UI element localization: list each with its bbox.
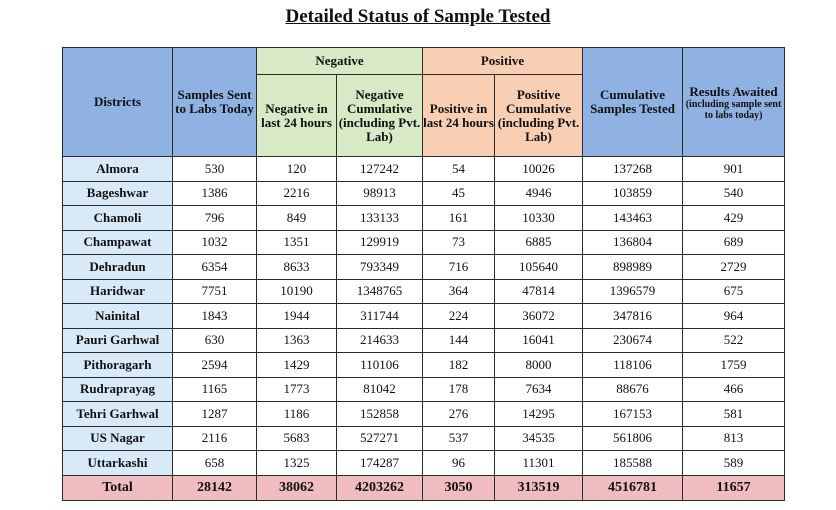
negative-24h-cell: 2216 — [257, 181, 337, 206]
district-cell: Pithoragarh — [63, 353, 173, 378]
results-awaited-cell: 466 — [683, 377, 785, 402]
samples-sent-cell: 796 — [173, 206, 257, 231]
table-row — [63, 377, 785, 402]
samples-sent-cell: 1287 — [173, 402, 257, 427]
samples-sent-cell: 1386 — [173, 181, 257, 206]
cumulative-tested-cell: 347816 — [583, 304, 683, 329]
positive-24h-cell: 54 — [423, 157, 495, 182]
cumulative-tested-cell: 167153 — [583, 402, 683, 427]
positive-cumulative-cell: 34535 — [495, 426, 583, 451]
district-cell: Chamoli — [63, 206, 173, 231]
table-row — [63, 157, 785, 182]
negative-cumulative-cell: 311744 — [337, 304, 423, 329]
header-negative-group: Negative — [257, 48, 423, 75]
negative-cumulative-cell: 110106 — [337, 353, 423, 378]
district-cell: US Nagar — [63, 426, 173, 451]
negative-24h-cell: 1363 — [257, 328, 337, 353]
negative-24h-cell: 5683 — [257, 426, 337, 451]
results-awaited-cell: 429 — [683, 206, 785, 231]
district-cell: Rudraprayag — [63, 377, 173, 402]
total-cumulative-tested: 4516781 — [583, 475, 683, 500]
samples-sent-cell: 1165 — [173, 377, 257, 402]
negative-24h-cell: 1773 — [257, 377, 337, 402]
negative-24h-cell: 1186 — [257, 402, 337, 427]
negative-cumulative-cell: 174287 — [337, 451, 423, 476]
header-positive-24h: Positive in last 24 hours — [423, 75, 495, 157]
negative-cumulative-cell: 152858 — [337, 402, 423, 427]
results-awaited-cell: 964 — [683, 304, 785, 329]
table-row — [63, 304, 785, 329]
negative-cumulative-cell: 127242 — [337, 157, 423, 182]
negative-24h-cell: 1944 — [257, 304, 337, 329]
table-row — [63, 255, 785, 280]
negative-cumulative-cell: 98913 — [337, 181, 423, 206]
negative-24h-cell: 1351 — [257, 230, 337, 255]
samples-sent-cell: 2116 — [173, 426, 257, 451]
samples-sent-cell: 7751 — [173, 279, 257, 304]
positive-cumulative-cell: 47814 — [495, 279, 583, 304]
results-awaited-cell: 1759 — [683, 353, 785, 378]
positive-cumulative-cell: 8000 — [495, 353, 583, 378]
cumulative-tested-cell: 561806 — [583, 426, 683, 451]
positive-24h-cell: 178 — [423, 377, 495, 402]
results-awaited-cell: 522 — [683, 328, 785, 353]
samples-sent-cell: 1843 — [173, 304, 257, 329]
positive-cumulative-cell: 10330 — [495, 206, 583, 231]
district-cell: Tehri Garhwal — [63, 402, 173, 427]
positive-24h-cell: 161 — [423, 206, 495, 231]
cumulative-tested-cell: 185588 — [583, 451, 683, 476]
total-results-awaited: 11657 — [683, 475, 785, 500]
positive-24h-cell: 224 — [423, 304, 495, 329]
positive-cumulative-cell: 7634 — [495, 377, 583, 402]
samples-sent-cell: 2594 — [173, 353, 257, 378]
cumulative-tested-cell: 137268 — [583, 157, 683, 182]
positive-cumulative-cell: 10026 — [495, 157, 583, 182]
header-negative-cumulative: Negative Cumulative (including Pvt. Lab) — [337, 75, 423, 157]
positive-cumulative-cell: 4946 — [495, 181, 583, 206]
negative-cumulative-cell: 214633 — [337, 328, 423, 353]
results-awaited-cell: 589 — [683, 451, 785, 476]
district-cell: Champawat — [63, 230, 173, 255]
total-negative-cumulative: 4203262 — [337, 475, 423, 500]
positive-cumulative-cell: 11301 — [495, 451, 583, 476]
district-cell: Dehradun — [63, 255, 173, 280]
negative-cumulative-cell: 81042 — [337, 377, 423, 402]
positive-cumulative-cell: 6885 — [495, 230, 583, 255]
cumulative-tested-cell: 143463 — [583, 206, 683, 231]
positive-cumulative-cell: 16041 — [495, 328, 583, 353]
positive-24h-cell: 364 — [423, 279, 495, 304]
cumulative-tested-cell: 103859 — [583, 181, 683, 206]
header-negative-24h: Negative in last 24 hours — [257, 75, 337, 157]
results-awaited-cell: 675 — [683, 279, 785, 304]
results-awaited-cell: 901 — [683, 157, 785, 182]
positive-24h-cell: 716 — [423, 255, 495, 280]
negative-cumulative-cell: 527271 — [337, 426, 423, 451]
samples-sent-cell: 530 — [173, 157, 257, 182]
cumulative-tested-cell: 230674 — [583, 328, 683, 353]
district-cell: Nainital — [63, 304, 173, 329]
results-awaited-cell: 2729 — [683, 255, 785, 280]
negative-cumulative-cell: 793349 — [337, 255, 423, 280]
positive-24h-cell: 276 — [423, 402, 495, 427]
cumulative-tested-cell: 88676 — [583, 377, 683, 402]
cumulative-tested-cell: 898989 — [583, 255, 683, 280]
negative-24h-cell: 1325 — [257, 451, 337, 476]
positive-24h-cell: 182 — [423, 353, 495, 378]
negative-cumulative-cell: 1348765 — [337, 279, 423, 304]
negative-24h-cell: 849 — [257, 206, 337, 231]
results-awaited-cell: 813 — [683, 426, 785, 451]
status-table — [62, 47, 785, 501]
district-cell: Pauri Garhwal — [63, 328, 173, 353]
cumulative-tested-cell: 1396579 — [583, 279, 683, 304]
district-cell: Haridwar — [63, 279, 173, 304]
table-row — [63, 451, 785, 476]
header-samples-sent: Samples Sent to Labs Today — [173, 48, 257, 157]
positive-24h-cell: 45 — [423, 181, 495, 206]
negative-cumulative-cell: 129919 — [337, 230, 423, 255]
header-positive-cumulative: Positive Cumulative (including Pvt. Lab) — [495, 75, 583, 157]
samples-sent-cell: 658 — [173, 451, 257, 476]
header-results-awaited-note: (including sample sent to labs today) — [685, 98, 782, 121]
header-results-awaited-label: Results Awaited — [689, 83, 778, 99]
table-row — [63, 402, 785, 427]
results-awaited-cell: 689 — [683, 230, 785, 255]
positive-24h-cell: 96 — [423, 451, 495, 476]
total-row — [63, 475, 785, 500]
header-cumulative-tested: Cumulative Samples Tested — [583, 48, 683, 157]
negative-24h-cell: 120 — [257, 157, 337, 182]
total-label: Total — [63, 475, 173, 500]
total-sent: 28142 — [173, 475, 257, 500]
positive-24h-cell: 537 — [423, 426, 495, 451]
table-row — [63, 230, 785, 255]
total-positive-24h: 3050 — [423, 475, 495, 500]
page-title: Detailed Status of Sample Tested — [285, 6, 551, 27]
positive-24h-cell: 73 — [423, 230, 495, 255]
table-row — [63, 279, 785, 304]
header-positive-group: Positive — [423, 48, 583, 75]
positive-cumulative-cell: 14295 — [495, 402, 583, 427]
table-row — [63, 181, 785, 206]
table-row — [63, 426, 785, 451]
total-positive-cumulative: 313519 — [495, 475, 583, 500]
district-cell: Almora — [63, 157, 173, 182]
samples-sent-cell: 6354 — [173, 255, 257, 280]
negative-24h-cell: 1429 — [257, 353, 337, 378]
cumulative-tested-cell: 136804 — [583, 230, 683, 255]
district-cell: Uttarkashi — [63, 451, 173, 476]
table-row — [63, 328, 785, 353]
positive-cumulative-cell: 36072 — [495, 304, 583, 329]
positive-cumulative-cell: 105640 — [495, 255, 583, 280]
header-results-awaited — [683, 48, 785, 157]
table-body — [63, 157, 785, 476]
results-awaited-cell: 540 — [683, 181, 785, 206]
negative-cumulative-cell: 133133 — [337, 206, 423, 231]
total-negative-24h: 38062 — [257, 475, 337, 500]
header-districts: Districts — [63, 48, 173, 157]
district-cell: Bageshwar — [63, 181, 173, 206]
negative-24h-cell: 10190 — [257, 279, 337, 304]
table-row — [63, 206, 785, 231]
negative-24h-cell: 8633 — [257, 255, 337, 280]
samples-sent-cell: 1032 — [173, 230, 257, 255]
table-row — [63, 353, 785, 378]
cumulative-tested-cell: 118106 — [583, 353, 683, 378]
positive-24h-cell: 144 — [423, 328, 495, 353]
results-awaited-cell: 581 — [683, 402, 785, 427]
samples-sent-cell: 630 — [173, 328, 257, 353]
